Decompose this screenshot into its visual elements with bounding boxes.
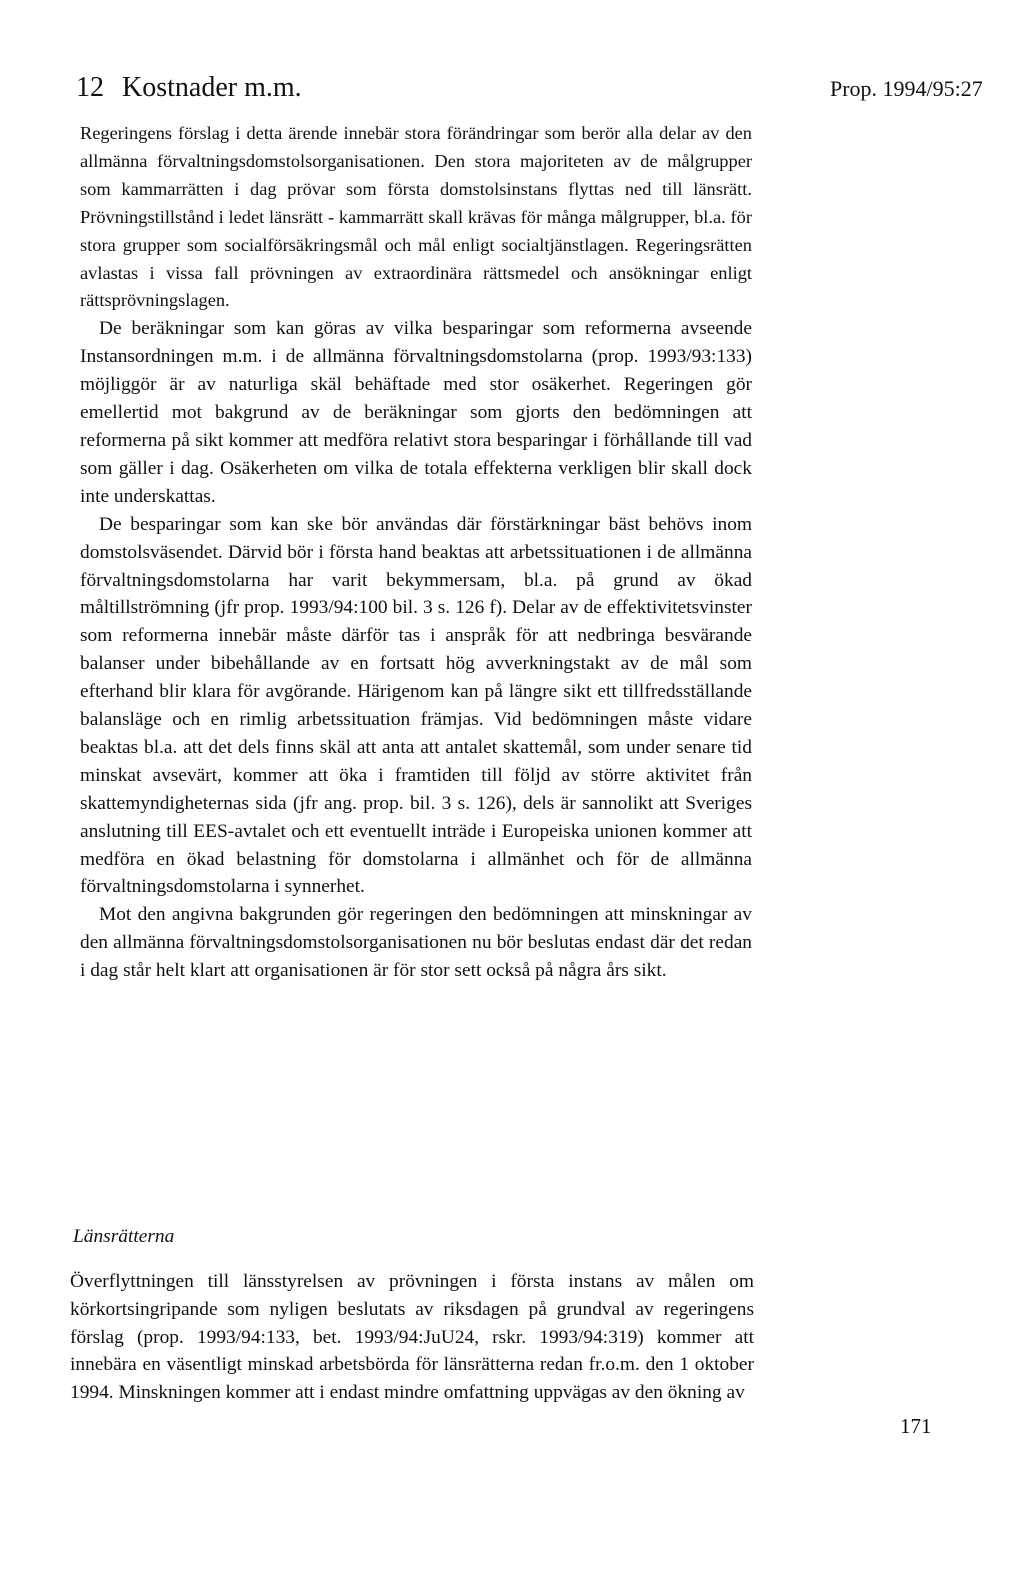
paragraph-lansratterna: Överflyttningen till länsstyrelsen av prövningen i första instans av målen om körkortsingripande som nyligen beslutats av riksdagen på grundval av regeringens förslag (prop. 1993/94:133, bet. 1993/94:JuU24, rskr. 1993/94:319) kommer att innebära en väsentligt minskad arbetsbörda för länsrätterna redan fr.o.m. den 1 oktober 1994. Minskningen kommer att i endast mindre omfattning uppvägas av den ökning av <box>70 1271 754 1404</box>
section-body-text <box>70 1268 754 1407</box>
main-body-text <box>80 120 752 985</box>
page-prefix-number: 12 <box>76 72 104 103</box>
running-header-title <box>76 70 302 106</box>
paragraph-conclusion: Mot den angivna bakgrunden gör regeringen den bedömningen att minskningar av den allmänna förvaltningsdomstolsorganisationen nu bör beslutas endast där det redan i dag står helt klart att organisationen är för stor sett också på några års sikt. <box>80 904 752 982</box>
document-reference: Prop. 1994/95:27 <box>830 76 983 101</box>
paragraph-savings-usage: De besparingar som kan ske bör användas där förstärkningar bäst behövs inom domstolsväsendet. Därvid bör i första hand beaktas att arbetssituationen i de allmänna förvaltningsdomstolarna har varit bekymmersam, bl.a. på grund av ökad måltillströmning (jfr prop. 1993/94:100 bil. 3 s. 126 f). Delar av de effektivitetsvinster som reformerna innebär måste därför tas i anspråk för att nedbringa besvärande balanser under bibehållande av en fortsatt hög avverkningstakt av de mål som efterhand blir klara för avgörande. Härigenom kan på längre sikt ett tillfredsställande balansläge och en rimlig arbetssituation främjas. Vid bedömningen måste vidare beaktas bl.a. att det dels finns skäl att anta att antalet skattemål, som under senare tid minskat avsevärt, kommer att öka i framtiden till följd av större aktivitet från skattemyndigheternas sida (jfr ang. prop. bil. 3 s. 126), dels är sannolikt att Sveriges anslutning till EES-avtalet och ett eventuellt inträde i Europeiska unionen kommer att medföra en ökad belastning för domstolarna i allmänhet och för de allmänna förvaltningsdomstolarna i synnerhet. <box>80 513 752 898</box>
section-heading: Länsrätterna <box>73 1226 175 1247</box>
chapter-title: Kostnader m.m. <box>122 72 302 103</box>
paragraph-savings-estimates: De beräkningar som kan göras av vilka besparingar som reformerna avseende Instansordningen m.m. i de allmänna förvaltningsdomstolarna (prop. 1993/93:133) möjliggör är av naturliga skäl behäftade med stor osäkerhet. Regeringen gör emellertid mot bakgrund av de beräkningar som gjorts den bedömningen att reformerna på sikt kommer att medföra relativt stora besparingar i förhållande till vad som gäller i dag. Osäkerheten om vilka de totala effekterna verkligen blir skall dock inte underskattas. <box>80 318 752 507</box>
page-number: 171 <box>900 1414 932 1438</box>
paragraph-reform-changes: Regeringens förslag i detta ärende innebär stora förändringar som berör alla delar av den allmänna förvaltningsdomstolsorganisationen. Den stora majoriteten av de målgrupper som kammarrätten i dag prövar som första domstolsinstans flyttas ned till länsrätt. Prövningstillstånd i ledet länsrätt - kammarrätt skall krävas för många målgrupper, bl.a. för stora grupper som socialförsäkringsmål och mål enligt socialtjänstlagen. Regeringsrätten avlastas i vissa fall prövningen av extraordinära rättsmedel och ansökningar enligt rättsprövningslagen. <box>80 123 752 311</box>
